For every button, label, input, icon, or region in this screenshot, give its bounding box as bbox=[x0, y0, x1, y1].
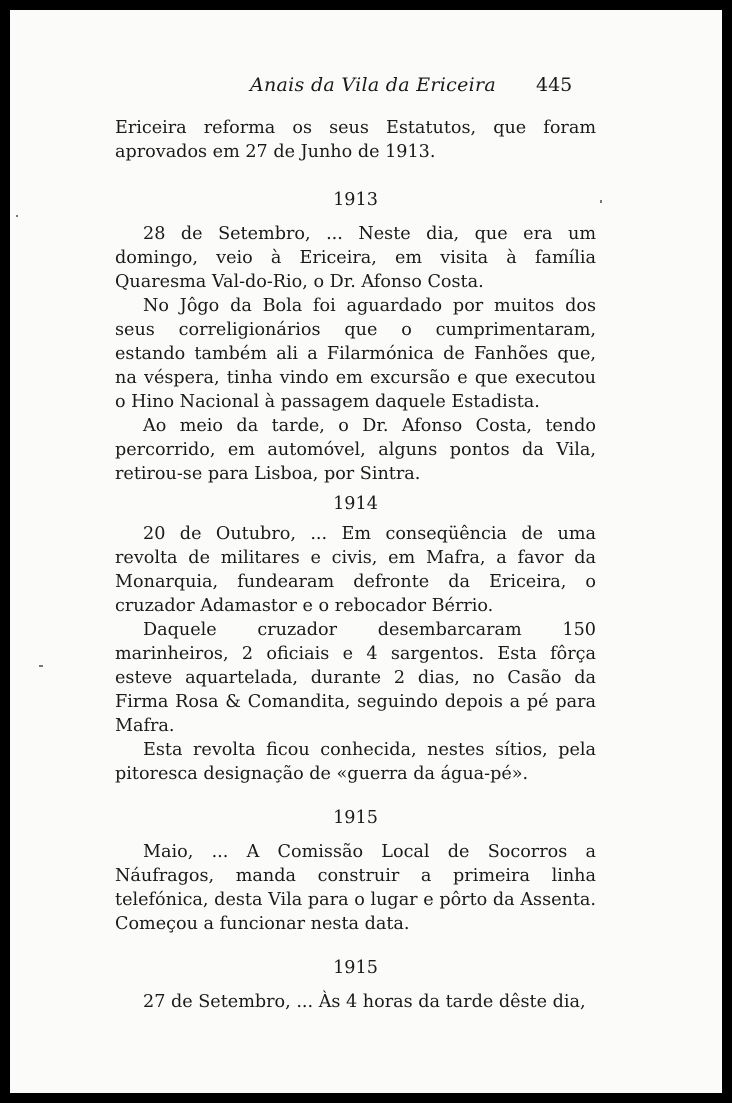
paragraph: 20 de Outubro, ... Em conseqüência de uma revolta de militares e civis, em Mafra, a favor da Monarquia, fundearam defronte da Ericeira, o cruzador Adamastor e o rebocador Bérrio. bbox=[115, 524, 596, 616]
paragraph: No Jôgo da Bola foi aguardado por muitos dos seus correligionários que o cumprimentaram, estando também ali a Filarmónica de Fanhões que, na véspera, tinha vindo em excursão e que executou o Hino Nacional à passagem daquele Estadista. bbox=[115, 296, 596, 412]
book-page bbox=[10, 10, 722, 1093]
scan-speck bbox=[600, 200, 602, 203]
scan-speck bbox=[16, 215, 18, 217]
page-header bbox=[10, 74, 722, 102]
paragraph: Daquele cruzador desembarcaram 150 marinheiros, 2 oficiais e 4 sargentos. Esta fôrça esteve aquartelada, durante 2 dias, no Casão da Firma Rosa & Comandita, seguindo depois a pé para Mafra. bbox=[115, 620, 596, 736]
paragraph: Maio, ... A Comissão Local de Socorros a Náufragos, manda construir a primeira linha telefónica, desta Vila para o lugar e pôrto da Assenta. Começou a funcionar nesta data. bbox=[115, 842, 596, 934]
paragraph: 28 de Setembro, ... Neste dia, que era um domingo, veio à Ericeira, em visita à família Quaresma Val-do-Rio, o Dr. Afonso Costa. bbox=[115, 224, 596, 292]
scan-speck bbox=[39, 665, 43, 667]
year-heading: 1914 bbox=[333, 494, 378, 514]
year-heading: 1915 bbox=[333, 808, 378, 828]
paragraph: 27 de Setembro, ... Às 4 horas da tarde dêste dia, bbox=[143, 992, 586, 1012]
paragraph: Ericeira reforma os seus Estatutos, que foram aprovados em 27 de Junho de 1913. bbox=[115, 118, 596, 162]
year-heading: 1913 bbox=[333, 190, 378, 210]
year-heading: 1915 bbox=[333, 958, 378, 978]
page-number: 445 bbox=[536, 74, 573, 96]
paragraph: Esta revolta ficou conhecida, nestes sítios, pela pitoresca designação de «guerra da água-pé». bbox=[115, 740, 596, 784]
body-text bbox=[115, 116, 596, 1014]
paragraph: Ao meio da tarde, o Dr. Afonso Costa, tendo percorrido, em automóvel, alguns pontos da Vila, retirou-se para Lisboa, por Sintra. bbox=[115, 416, 596, 484]
running-title: Anais da Vila da Ericeira bbox=[250, 74, 497, 96]
